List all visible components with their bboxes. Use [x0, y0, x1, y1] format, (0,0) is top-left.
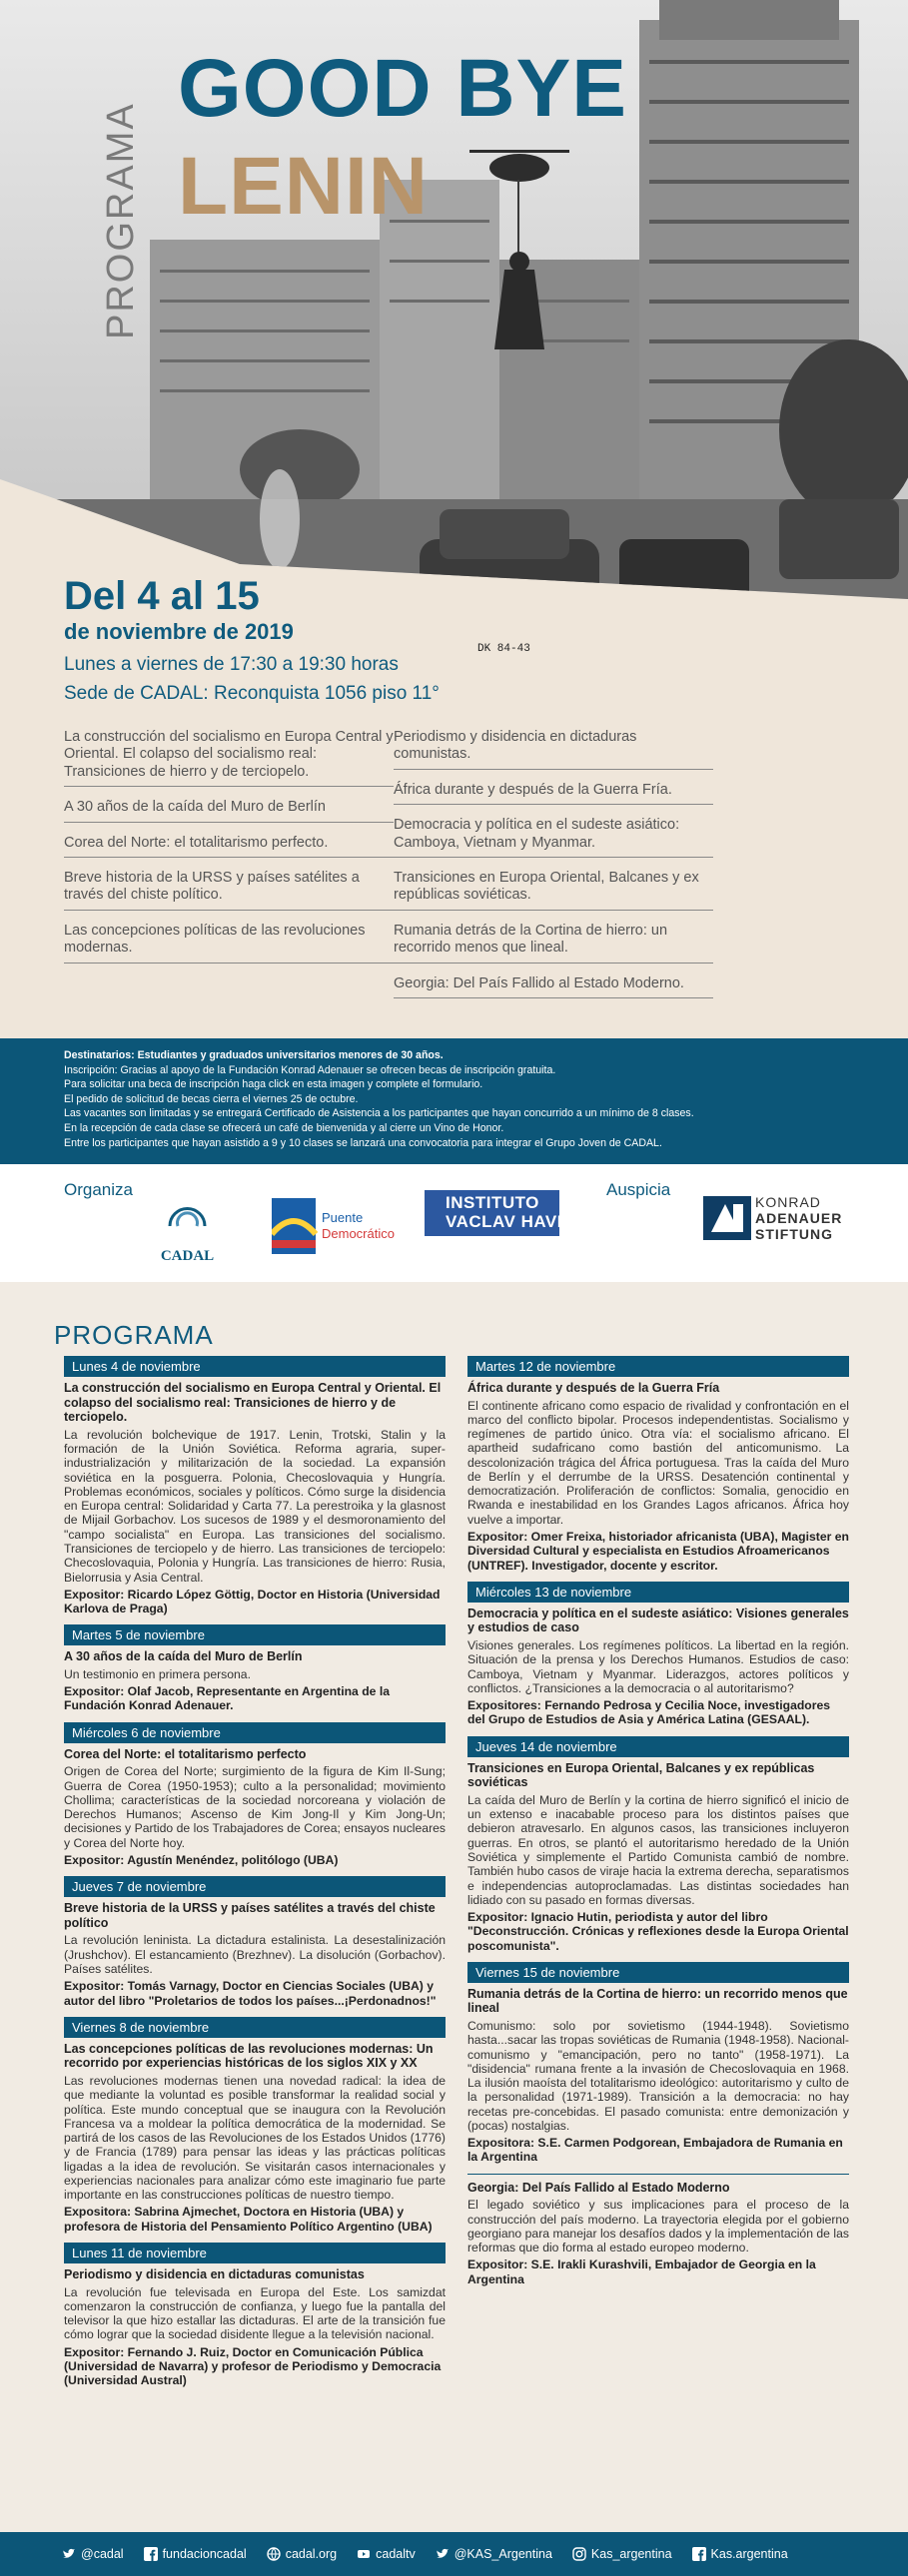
topic-item: Georgia: Del País Fallido al Estado Moderno. — [394, 975, 713, 998]
topic-item: La construcción del socialismo en Europa Central y Oriental. El colapso del socialismo real: Transiciones de hierro y de terciopelo. — [64, 729, 394, 787]
session-date: Lunes 11 de noviembre — [64, 2243, 446, 2263]
social-footer — [0, 2532, 908, 2576]
topic-item: África durante y después de la Guerra Fría. — [394, 782, 713, 805]
session — [64, 1624, 446, 1712]
social-label: cadaltv — [376, 2547, 416, 2561]
session-speaker: Expositor: Olaf Jacob, Representante en Argentina de la Fundación Konrad Adenauer. — [64, 1684, 390, 1713]
car-plate: DK 84-43 — [477, 643, 530, 655]
session-date: Jueves 7 de noviembre — [64, 1876, 446, 1897]
kas-logo-text-2: ADENAUER — [755, 1210, 843, 1226]
session-date: Miércoles 13 de noviembre — [467, 1582, 849, 1603]
cadal-logo-text: CADAL — [160, 1248, 215, 1264]
session — [467, 1356, 849, 1573]
session — [467, 1582, 849, 1727]
session-title: Breve historia de la URSS y países satélites a través del chiste político — [64, 1901, 436, 1930]
session-date: Miércoles 6 de noviembre — [64, 1722, 446, 1743]
session-speaker: Expositor: Agustín Menéndez, politólogo (UBA) — [64, 1852, 339, 1867]
hero-section — [0, 0, 908, 1038]
puente-logo-text-2: Democrático — [322, 1226, 395, 1241]
social-link-cadal-video[interactable] — [357, 2547, 416, 2561]
info-line: Las vacantes son limitadas y se entregará Certificado de Asistencia a los participantes que hayan concurrido a un mínimo de 8 clases. — [64, 1107, 694, 1120]
session-speaker: Expositor: Tomás Varnagy, Doctor en Ciencias Sociales (UBA) y autor del libro "Proletarios de todos los países...¡Perdonadnos!" — [64, 1979, 437, 2008]
facebook-icon — [144, 2547, 158, 2561]
puente-logo-text-1: Puente — [322, 1210, 364, 1225]
session-speaker: Expositor: Omer Freixa, historiador africanista (UBA), Magister en Diversidad Cultural y especialista en Estudios Afroamericanos (UNTREF). Investigador, docente y escritor. — [467, 1530, 849, 1573]
social-link-cadal-web[interactable] — [267, 2547, 337, 2561]
venue-text: Sede de CADAL: Reconquista 1056 piso 11° — [64, 683, 440, 704]
social-link-cadal-facebook[interactable] — [144, 2547, 247, 2561]
session-title: Las concepciones políticas de las revoluciones modernas: Un recorrido por experiencias históricas de los siglos XIX y XX — [64, 2041, 434, 2071]
session-description: Comunismo: solo por sovietismo (1944-1948). Sovietismo hasta...sacar las tropas soviéticas de Rumania (1948-1958). Nacional-comunismo y "emancipación, pero no tanto" (1958-1971). La "disidencia" rumana frente a la invasión de Checoslovaquia en 1968. La ilusión maoísta del totalitarismo ideológico: autoritarismo y culto de la personalidad (1971-1989). Transición a la democracia: no hay recetas pre-concebidas. El pasado comunista: entre demonización y (pocas) nostalgias. — [467, 2019, 849, 2133]
session — [64, 2017, 446, 2234]
session-description: Un testimonio en primera persona. — [64, 1666, 251, 1681]
social-link-kas-facebook[interactable] — [692, 2547, 788, 2561]
havel-logo-text-2: VACLAV HAVEL — [446, 1212, 580, 1231]
title-lenin: LENIN — [178, 141, 429, 232]
kas-logo-text-3: STIFTUNG — [755, 1226, 833, 1242]
sponsors-bar — [0, 1164, 908, 1282]
date-month: de noviembre de 2019 — [64, 619, 294, 644]
facebook-icon — [692, 2547, 706, 2561]
session-title: África durante y después de la Guerra Fría — [467, 1381, 720, 1395]
social-label: fundacioncadal — [162, 2547, 247, 2561]
registration-info-link[interactable] — [0, 1038, 908, 1164]
web-icon — [267, 2547, 281, 2561]
session-description: La revolución fue televisada en Europa del Este. Los samizdat comenzaron la construcción de confianza, y luego fue la pantalla del televisor la que hizo estallar las dictaduras. El arte de la transición fue cómo lograr que la sociedad disidente llegue a la televisión nacional. — [64, 2284, 446, 2342]
program-column-left — [64, 1356, 446, 2396]
topic-item: Periodismo y disidencia en dictaduras comunistas. — [394, 729, 713, 770]
social-label: Kas_argentina — [590, 2547, 672, 2561]
session-date: Martes 5 de noviembre — [64, 1624, 446, 1645]
session-description: Origen de Corea del Norte; surgimiento de la figura de Kim Il-Sung; Guerra de Corea (1950-1953); culto a la personalidad; movimiento Chollima; características de la sociedad norcoreana y violación de Derechos Humanos; Ascenso de Kim Jong-Il y Kim Jong-Un; decisiones y Partido de los Trabajadores de Corea; ensayos nucleares y Corea del Norte hoy. — [64, 1764, 446, 1850]
session-description: La revolución bolchevique de 1917. Lenin, Trotski, Stalin y la formación de la Unión Soviética. Reforma agraria, super-industrialización y militarización de la sociedad. La expansión soviética en la posguerra. Polonia, Checoslovaquia y Hungría. Problemas económicos, sociales y políticos. Cómo surge la disidencia en Europa central: Solidaridad y Carta 77. La perestroika y la glasnost de Mijail Gorbachov. Los sucesos de 1989 y el desmoronamiento del "campo socialista" en Europa. Las transiciones del socialismo. Transiciones de terciopelo y de hierro. Las transiciones de terciopelo: Checoslovaquia, Polonia y Hungría. Las transiciones de hierro: Rusia, Bielorrusia y Asia Central. — [64, 1427, 446, 1585]
schedule-text: Lunes a viernes de 17:30 a 19:30 horas — [64, 654, 399, 675]
topic-item: A 30 años de la caída del Muro de Berlín — [64, 799, 394, 822]
session-title: Democracia y política en el sudeste asiático: Visiones generales y estudios de caso — [467, 1606, 849, 1635]
session — [64, 1356, 446, 1615]
topic-item: Corea del Norte: el totalitarismo perfecto. — [64, 835, 394, 858]
session-speaker: Expositor: Ricardo López Göttig, Doctor en Historia (Universidad Karlova de Praga) — [64, 1587, 441, 1616]
topic-item: Democracia y política en el sudeste asiático: Camboya, Vietnam y Myanmar. — [394, 817, 713, 858]
topics-list-left — [64, 729, 394, 975]
session-speaker: Expositora: S.E. Carmen Podgorean, Embajadora de Rumania en la Argentina — [467, 2136, 843, 2165]
session — [467, 2174, 849, 2286]
session-description: Las revoluciones modernas tienen una novedad radical: la idea de que mediante la voluntad es posible transformar la realidad social y política. Este mundo conceptual que se inaugura con la Revolución Francesa va a moldear la política democrática de la modernidad. Se partirá de los casos de las Revoluciones de los Estados Unidos (1776) y de Francia (1789) para pensar las ideas y las prácticas políticas ligadas a la idea de revolución. Se visitarán casos internacionales y experiencias nacionales para analizar cómo este imaginario fue parte importante en las construcciones políticas de nuestro tiempo. — [64, 2074, 446, 2203]
session-description: La caída del Muro de Berlín y la cortina de hierro significó el inicio de un extenso e inacabable proceso para los distintos países que debieron atravesarlo. En algunos casos, las transiciones incluyeron guerras. En otros, se plantó el autoritarismo heredado de la Unión Soviética y simplemente el Partido Comunista cambió de nombre. También hubo casos de viraje hacia la extrema derecha, separatismos e independencias autoproclamadas. Las distintas sociedades han lidiado con su pasado en formas diversas. — [467, 1792, 849, 1907]
session-date: Viernes 8 de noviembre — [64, 2017, 446, 2038]
twitter-icon — [436, 2547, 450, 2561]
session-title: Transiciones en Europa Oriental, Balcanes y ex repúblicas soviéticas — [467, 1760, 815, 1790]
info-line: En la recepción de cada clase se ofrecerá un café de bienvenida y al cierre un Vino de Honor. — [64, 1122, 504, 1135]
topic-item: Rumania detrás de la Cortina de hierro: un recorrido menos que lineal. — [394, 923, 713, 964]
session-description: El continente africano como espacio de rivalidad y confrontación en el marco del conflicto bipolar. Procesos independentistas. Socialismo y regímenes de partido único. Otra vía: el socialismo africano. El apartheid sudafricano como bastión del anticomunismo. La descolonización trágica del África portuguesa. Tras la caída del Muro de Berlín y el derrumbe de la URSS. Desatención continental y democratización. Proliferación de conflictos: Somalia, genocidio en Rwanda e inestabilidad en los Grandes Lagos africanos. África hoy vuelve a importar. — [467, 1398, 849, 1527]
session-description: Visiones generales. Los regímenes políticos. La libertad en la región. Situación de la prensa y los Derechos Humanos. Estudios de caso: Camboya, Vietnam y Myanmar. Liderazgos, actores políticos y conflictos. ¿Transiciones a la democracia o al autoritarismo? — [467, 1638, 849, 1695]
session-speaker: Expositores: Fernando Pedrosa y Cecilia Noce, investigadores del Grupo de Estudios de Asia y América Latina (GESAAL). — [467, 1698, 831, 1727]
social-link-kas-twitter[interactable] — [436, 2547, 552, 2561]
info-line: Inscripción: Gracias al apoyo de la Fundación Konrad Adenauer se ofrecen becas de inscripción gratuita. — [64, 1063, 556, 1076]
program-heading: PROGRAMA — [54, 1320, 214, 1350]
topic-item: Transiciones en Europa Oriental, Balcanes y ex repúblicas soviéticas. — [394, 870, 713, 911]
session-speaker: Expositor: S.E. Irakli Kurashvili, Embajador de Georgia en la Argentina — [467, 2257, 816, 2286]
topic-item: Las concepciones políticas de las revoluciones modernas. — [64, 923, 394, 964]
session-date: Viernes 15 de noviembre — [467, 1962, 849, 1983]
session — [64, 1876, 446, 2008]
havel-logo-text-1: INSTITUTO — [446, 1193, 539, 1212]
session-speaker: Expositor: Ignacio Hutin, periodista y autor del libro "Deconstrucción. Crónicas y reflexiones desde la Europa Oriental poscomunista". — [467, 1910, 849, 1953]
session-description: El legado soviético y sus implicaciones para el proceso de la construcción del país moderno. La trayectoria elegida por el gobierno georgiano para manejar los desafíos dados y la implementación de las reformas que dio forma al estado europeo moderno. — [467, 2198, 849, 2255]
topic-item: Breve historia de la URSS y países satélites a través del chiste político. — [64, 870, 394, 911]
session-speaker: Expositor: Fernando J. Ruiz, Doctor en Comunicación Pública (Universidad de Navarra) y profesor de Periodismo y Democracia (Universidad Austral) — [64, 2344, 442, 2388]
social-link-kas-instagram[interactable] — [572, 2547, 672, 2561]
twitter-icon — [62, 2547, 76, 2561]
session-speaker: Expositora: Sabrina Ajmechet, Doctora en Historia (UBA) y profesora de Historia del Pensamiento Político Argentino (UBA) — [64, 2205, 433, 2234]
social-label: cadal.org — [285, 2547, 338, 2561]
organiza-label: Organiza — [64, 1180, 133, 1199]
programa-vertical-text: PROGRAMA — [100, 102, 142, 339]
auspicia-label: Auspicia — [606, 1180, 671, 1199]
session — [64, 1722, 446, 1867]
info-line: Entre los participantes que hayan asistido a 9 y 10 clases se lanzará una convocatoria para integrar el Grupo Joven de CADAL. — [64, 1136, 662, 1149]
title-good-bye: GOOD BYE — [178, 43, 627, 134]
session-date: Martes 12 de noviembre — [467, 1356, 849, 1377]
session-title: Periodismo y disidencia en dictaduras comunistas — [64, 2266, 365, 2281]
kas-logo-text-1: KONRAD — [755, 1194, 821, 1210]
info-line: Para solicitar una beca de inscripción haga click en esta imagen y complete el formulario. — [64, 1078, 483, 1091]
kas-logo-icon — [703, 1196, 751, 1240]
instagram-icon — [572, 2547, 586, 2561]
topics-list-right — [394, 729, 713, 1010]
video-icon — [357, 2547, 371, 2561]
session-title: Corea del Norte: el totalitarismo perfecto — [64, 1746, 307, 1761]
session-title: Georgia: Del País Fallido al Estado Moderno — [467, 2180, 730, 2195]
info-line: Destinatarios: Estudiantes y graduados universitarios menores de 30 años. — [64, 1049, 444, 1061]
session — [467, 1736, 849, 1953]
session-description: La revolución leninista. La dictadura estalinista. La desestalinización (Jrushchov). El estancamiento (Brezhnev). La disolución (Gorbachov). Países satélites. — [64, 1933, 446, 1977]
social-label: @cadal — [81, 2547, 124, 2561]
session — [64, 2243, 446, 2387]
session-title: Rumania detrás de la Cortina de hierro: un recorrido menos que lineal — [467, 1986, 848, 2016]
session — [467, 1962, 849, 2165]
session-title: A 30 años de la caída del Muro de Berlín — [64, 1649, 303, 1664]
date-range: Del 4 al 15 — [64, 574, 260, 618]
social-label: @KAS_Argentina — [454, 2547, 552, 2561]
social-label: Kas.argentina — [710, 2547, 788, 2561]
session-title: La construcción del socialismo en Europa Central y Oriental. El colapso del socialismo real: Transiciones de hierro y de terciopelo. — [64, 1381, 442, 1425]
session-date: Jueves 14 de noviembre — [467, 1736, 849, 1757]
session-date: Lunes 4 de noviembre — [64, 1356, 446, 1377]
program-column-right — [467, 1356, 849, 2295]
programa-vertical-label — [62, 50, 142, 339]
info-line: El pedido de solicitud de becas cierra el viernes 25 de octubre. — [64, 1092, 359, 1105]
social-link-cadal-twitter[interactable] — [62, 2547, 124, 2561]
